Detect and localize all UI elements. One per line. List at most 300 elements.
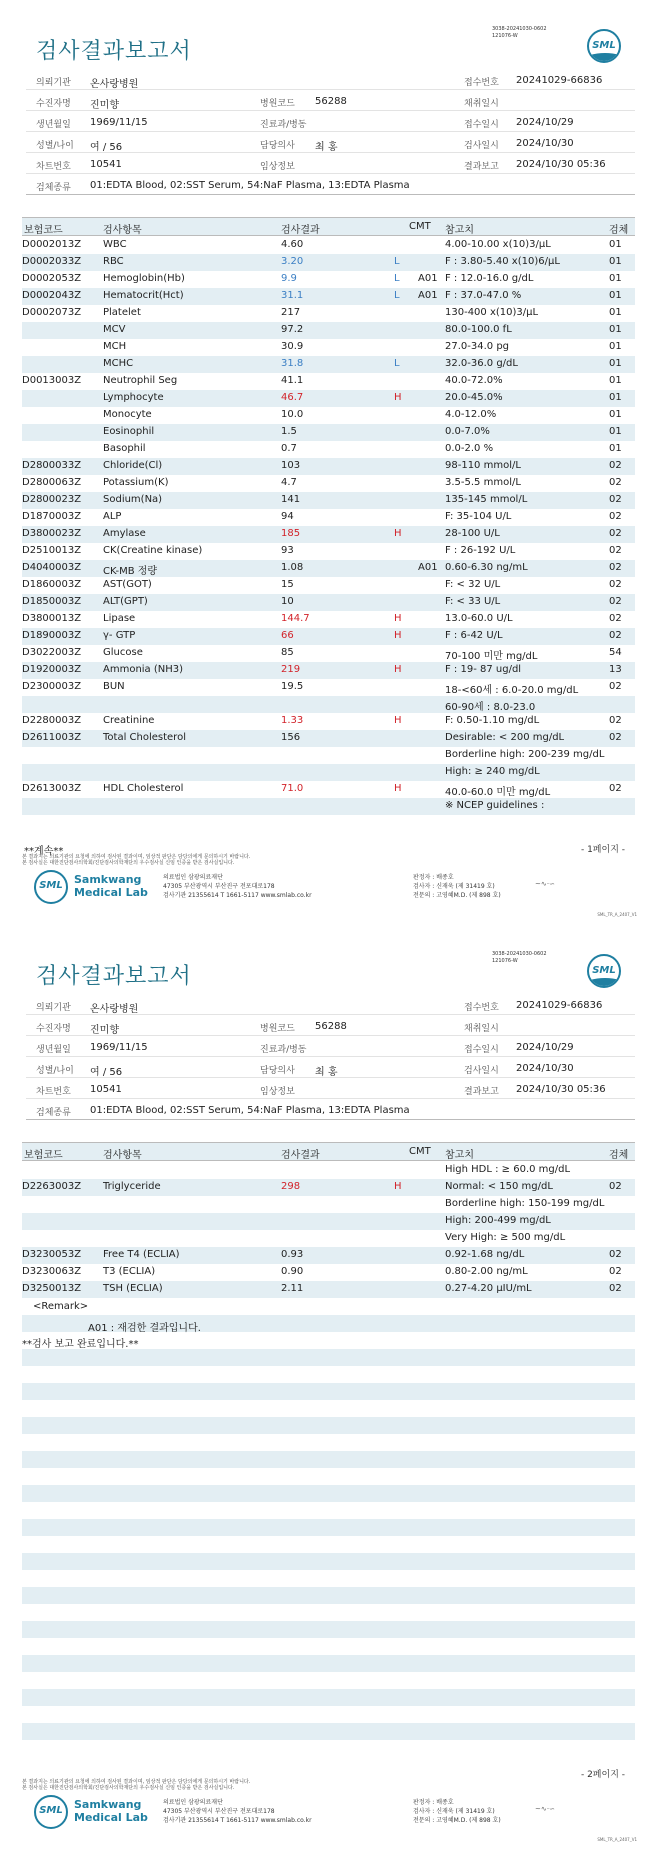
empty-row [22, 1553, 635, 1570]
test-name: Total Cholesterol [103, 732, 186, 743]
empty-row [22, 1587, 635, 1604]
header-row-dob: 생년월일 1969/11/15 진료과/병동 접수일시 2024/10/29 [26, 112, 635, 132]
test-value: 4.7 [281, 477, 297, 488]
empty-row [22, 1723, 635, 1740]
reference-range: 40.0-72.0% [445, 375, 503, 386]
abnormal-flag: H [394, 630, 402, 641]
report-page-2: 3038-20241030-0602 121076-W 검사결과보고서 SML 의뢰기관 온사랑병원 접수번호 20241029-66836 수진자명 진미향 병원코드 56288 채취일시 생년월일 1969/11/15 진료과/병동 접수일시 2024/10/29 성별/나이 여 / 56 담당의사 최 홍 검사일시 2024/10/30 차트번호 10541 임상정보 결과보고 2024/10/30 05:36 검체종류 01:EDTA Blood, 02:SST Serum, 54:NaF Plasma, 13:EDTA Plasma 보험코드 검사항목 검사결과 CMT 참고치 검체 High HDL : ≥ 60.0 mg/dL D2263003Z Triglyceride 298 H Normal: < 150 mg/dL 02 Borderline high: 150-199 mg/dL High: 200-499 mg/dL Very High: ≥ 500 mg/dL D3230053Z Free T4 (ECLIA) 0.93 0.92-1.68 ng/dL 02 D3230063Z T3 (ECLIA) 0.90 0.80-2.00 ng/mL 02 D3250013Z TSH (ECLIA) 2.11 0.27-4.20 μIU/mL 02 <Remark> A01 : 재검한 결과입니다. **검사 보고 완료입니다.** - 2페이지 - 본 결과지는 의료기관의 요청에 의하여 검사된 결과이며, 임상적 판단은 담당의에게 문의하시기 바랍니다. 본 검사실은 대한진단검사의학회/진단검사의학재단의 우수검사실 신임 인증을 받은 검사실입니다. SML Samkwang Medical Lab 의료법인 삼광의료재단 47305 부산광역시 부산진구 전포대로178 검사기관 21355614 T 1661-5117 www.smlab.co.kr 판정자 : 배종호 검사자 : 신재욱 (제 31419 호) 전문의 : 고영혜M.D. (제 898 호) ~∿·∽ SML_TR_A_2407_V1 [22, 951, 637, 1842]
table-row [22, 1196, 635, 1213]
reference-range: F : 26-192 U/L [445, 545, 516, 556]
table-row [22, 424, 635, 441]
sml-logo: SML [587, 954, 621, 988]
test-value: 93 [281, 545, 294, 556]
test-value: 185 [281, 528, 301, 539]
header-row-specimen: 검체종류 01:EDTA Blood, 02:SST Serum, 54:NaF Plasma, 13:EDTA Plasma [26, 1100, 635, 1120]
empty-row [22, 1621, 635, 1638]
abnormal-flag: H [394, 715, 402, 726]
specimen-code: 02 [609, 783, 622, 794]
test-value: 19.5 [281, 681, 304, 692]
table-row [22, 730, 635, 747]
table-row [22, 628, 635, 645]
table-row [22, 781, 635, 798]
test-name: γ- GTP [103, 630, 136, 641]
test-date: 2024/10/30 [516, 1063, 574, 1074]
document-code: 3038-20241030-0602 121076-W [492, 951, 547, 964]
specimen-code: 01 [609, 324, 622, 335]
report-title: 검사결과보고서 [36, 964, 192, 989]
header-row-sex: 성별/나이 여 / 56 담당의사 최 홍 검사일시 2024/10/30 [26, 133, 635, 153]
table-header: 보험코드 검사항목 검사결과 CMT 참고치 검체 [22, 1142, 635, 1161]
table-row [22, 696, 635, 713]
test-code: D1870003Z [22, 511, 82, 522]
hospital-code: 56288 [315, 1021, 347, 1032]
specimen-code: 01 [609, 341, 622, 352]
test-code: D2280003Z [22, 715, 82, 726]
page-number: - 2페이지 - [580, 1770, 625, 1780]
table-row [22, 1179, 635, 1196]
receipt-number: 20241029-66836 [516, 75, 603, 86]
empty-row [22, 1502, 635, 1519]
reference-range: 32.0-36.0 g/dL [445, 358, 518, 369]
abnormal-flag: H [394, 1181, 402, 1192]
table-row [22, 305, 635, 322]
footer-company-info: 의료법인 삼광의료재단 47305 부산광역시 부산진구 전포대로178 검사기관 21355614 T 1661-5117 www.smlab.co.kr [163, 1799, 312, 1824]
reference-range: F : 37.0-47.0 % [445, 290, 522, 301]
specimen-code: 54 [609, 647, 622, 658]
test-name: Glucose [103, 647, 143, 658]
reference-range: F: 35-104 U/L [445, 511, 512, 522]
table-row [22, 509, 635, 526]
specimen-code: 02 [609, 511, 622, 522]
table-row [22, 237, 635, 254]
test-value: 85 [281, 647, 294, 658]
empty-row [22, 1298, 635, 1315]
chart-number: 10541 [90, 1084, 122, 1095]
test-code: D0002073Z [22, 307, 82, 318]
reference-range: 60-90세 : 8.0-23.0 [445, 702, 536, 713]
comment-code: A01 [418, 562, 438, 573]
reference-range: 70-100 미만 mg/dL [445, 651, 538, 662]
receipt-number: 20241029-66836 [516, 1000, 603, 1011]
header-row-patient: 수진자명 진미향 병원코드 56288 채취일시 [26, 1016, 635, 1036]
empty-row [22, 1417, 635, 1434]
reference-range: 0.0-2.0 % [445, 443, 494, 454]
reference-range: F: < 33 U/L [445, 596, 501, 607]
test-name: Ammonia (NH3) [103, 664, 184, 675]
table-row [22, 798, 635, 815]
specimen-code: 02 [609, 613, 622, 624]
abnormal-flag: H [394, 528, 402, 539]
reference-range: Desirable: < 200 mg/dL [445, 732, 565, 743]
test-name: Potassium(K) [103, 477, 169, 488]
specimen-code: 01 [609, 290, 622, 301]
table-row [22, 322, 635, 339]
test-code: D3250013Z [22, 1283, 82, 1294]
test-value: 4.60 [281, 239, 304, 250]
test-name: MCV [103, 324, 126, 335]
reference-range: High HDL : ≥ 60.0 mg/dL [445, 1164, 571, 1175]
test-name: Triglyceride [103, 1181, 161, 1192]
specimen-code: 02 [609, 1249, 622, 1260]
test-name: Neutrophil Seg [103, 375, 178, 386]
reference-range: F : 6-42 U/L [445, 630, 503, 641]
test-name: HDL Cholesterol [103, 783, 184, 794]
abnormal-flag: L [394, 358, 400, 369]
remark-label: <Remark> [33, 1301, 89, 1312]
patient-name: 진미향 [90, 100, 119, 111]
test-code: D2613003Z [22, 783, 82, 794]
empty-row [22, 1468, 635, 1485]
table-header: 보험코드 검사항목 검사결과 CMT 참고치 검체 [22, 217, 635, 236]
table-row [22, 356, 635, 373]
specimen-code: 02 [609, 460, 622, 471]
reference-range: 27.0-34.0 pg [445, 341, 510, 352]
reference-range: 13.0-60.0 U/L [445, 613, 513, 624]
receipt-date: 2024/10/29 [516, 1042, 574, 1053]
test-value: 1.33 [281, 715, 304, 726]
comment-code: A01 [418, 290, 438, 301]
empty-row [22, 1400, 635, 1417]
institution-value: 온사랑병원 [90, 1004, 139, 1015]
specimen-code: 01 [609, 358, 622, 369]
test-name: MCHC [103, 358, 134, 369]
abnormal-flag: H [394, 783, 402, 794]
table-row [22, 271, 635, 288]
specimen-code: 01 [609, 426, 622, 437]
test-name: Hemoglobin(Hb) [103, 273, 185, 284]
sex-age: 여 / 56 [90, 1067, 123, 1078]
test-name: Eosinophil [103, 426, 155, 437]
reference-range: 28-100 U/L [445, 528, 500, 539]
chart-number: 10541 [90, 159, 122, 170]
table-row [22, 373, 635, 390]
table-row [22, 254, 635, 271]
test-value: 10.0 [281, 409, 304, 420]
test-code: D0013003Z [22, 375, 82, 386]
form-code: SML_TR_A_2407_V1 [597, 912, 637, 917]
test-name: BUN [103, 681, 125, 692]
test-value: 10 [281, 596, 294, 607]
test-code: D2510013Z [22, 545, 82, 556]
test-value: 219 [281, 664, 301, 675]
reference-range: ※ NCEP guidelines : [445, 800, 545, 811]
table-row [22, 560, 635, 577]
test-value: 31.8 [281, 358, 304, 369]
reference-range: High: ≥ 240 mg/dL [445, 766, 540, 777]
test-value: 0.90 [281, 1266, 304, 1277]
table-row [22, 1213, 635, 1230]
test-name: RBC [103, 256, 124, 267]
test-name: Sodium(Na) [103, 494, 163, 505]
signature-mark: ~∿·∽ [535, 880, 555, 888]
specimen-code: 13 [609, 664, 622, 675]
test-code: D2800063Z [22, 477, 82, 488]
test-code: D3022003Z [22, 647, 82, 658]
test-value: 2.11 [281, 1283, 304, 1294]
test-name: Lymphocyte [103, 392, 164, 403]
test-value: 103 [281, 460, 301, 471]
specimen-code: 02 [609, 579, 622, 590]
test-code: D2611003Z [22, 732, 82, 743]
header-row-institution: 의뢰기관 온사랑병원 접수번호 20241029-66836 [26, 995, 635, 1015]
specimen-code: 01 [609, 256, 622, 267]
test-value: 94 [281, 511, 294, 522]
table-row [22, 1281, 635, 1298]
test-name: ALP [103, 511, 122, 522]
test-value: 15 [281, 579, 294, 590]
test-name: Lipase [103, 613, 136, 624]
reference-range: Borderline high: 150-199 mg/dL [445, 1198, 605, 1209]
reference-range: 0.92-1.68 ng/dL [445, 1249, 525, 1260]
test-code: D1890003Z [22, 630, 82, 641]
empty-row [22, 1349, 635, 1366]
test-value: 66 [281, 630, 294, 641]
reference-range: 0.0-7.0% [445, 426, 490, 437]
test-value: 298 [281, 1181, 301, 1192]
reference-range: 130-400 x(10)3/μL [445, 307, 539, 318]
test-name: AST(GOT) [103, 579, 152, 590]
test-code: D3230053Z [22, 1249, 82, 1260]
specimen-types: 01:EDTA Blood, 02:SST Serum, 54:NaF Plasma, 13:EDTA Plasma [90, 1105, 410, 1116]
table-row [22, 764, 635, 781]
test-code: D1860003Z [22, 579, 82, 590]
page-number: - 1페이지 - [580, 845, 625, 855]
test-value: 141 [281, 494, 301, 505]
table-row [22, 458, 635, 475]
doctor-name: 최 홍 [315, 1067, 338, 1078]
test-code: D0002033Z [22, 256, 82, 267]
reference-range: 3.5-5.5 mmol/L [445, 477, 521, 488]
abnormal-flag: H [394, 613, 402, 624]
continue-marker: **계속** [24, 846, 64, 857]
remark-text: A01 : 재검한 결과입니다. [88, 1323, 201, 1334]
test-code: D2263003Z [22, 1181, 82, 1192]
reference-range: F : 3.80-5.40 x(10)6/μL [445, 256, 560, 267]
test-name: Platelet [103, 307, 141, 318]
header-row-chart: 차트번호 10541 임상정보 결과보고 2024/10/30 05:36 [26, 154, 635, 174]
test-value: 144.7 [281, 613, 310, 624]
test-name: T3 (ECLIA) [103, 1266, 156, 1277]
footer-company-info: 의료법인 삼광의료재단 47305 부산광역시 부산진구 전포대로178 검사기관 21355614 T 1661-5117 www.smlab.co.kr [163, 874, 312, 899]
test-value: 0.93 [281, 1249, 304, 1260]
table-row [22, 492, 635, 509]
test-value: 217 [281, 307, 301, 318]
test-value: 31.1 [281, 290, 304, 301]
reference-range: Borderline high: 200-239 mg/dL [445, 749, 605, 760]
reference-range: 0.60-6.30 ng/mL [445, 562, 528, 573]
specimen-code: 02 [609, 732, 622, 743]
table-row [22, 543, 635, 560]
empty-row [22, 1434, 635, 1451]
test-code: D0002013Z [22, 239, 82, 250]
test-code: D1850003Z [22, 596, 82, 607]
abnormal-flag: L [394, 290, 400, 301]
specimen-code: 01 [609, 307, 622, 318]
sml-logo: SML [587, 29, 621, 63]
empty-row [22, 1536, 635, 1553]
report-title: 검사결과보고서 [36, 39, 192, 64]
reference-range: Very High: ≥ 500 mg/dL [445, 1232, 566, 1243]
table-row [22, 662, 635, 679]
report-complete: **검사 보고 완료입니다.** [22, 1339, 139, 1350]
test-value: 1.08 [281, 562, 304, 573]
table-row [22, 390, 635, 407]
specimen-code: 02 [609, 1283, 622, 1294]
table-row [22, 288, 635, 305]
empty-row [22, 1485, 635, 1502]
table-row [22, 679, 635, 696]
report-date: 2024/10/30 05:36 [516, 1084, 606, 1095]
empty-row [22, 1655, 635, 1672]
test-name: CK-MB 정량 [103, 566, 158, 577]
test-name: MCH [103, 341, 127, 352]
test-value: 156 [281, 732, 301, 743]
specimen-code: 01 [609, 443, 622, 454]
reference-range: 20.0-45.0% [445, 392, 503, 403]
comment-code: A01 [418, 273, 438, 284]
reference-range: 98-110 mmol/L [445, 460, 521, 471]
table-row [22, 475, 635, 492]
footer-signatures: 판정자 : 배종호 검사자 : 신재욱 (제 31419 호) 전문의 : 고영혜M.D. (제 898 호) [413, 1799, 501, 1824]
specimen-code: 02 [609, 596, 622, 607]
test-name: Chloride(Cl) [103, 460, 163, 471]
test-value: 30.9 [281, 341, 304, 352]
abnormal-flag: L [394, 256, 400, 267]
reference-range: 4.0-12.0% [445, 409, 497, 420]
sex-age: 여 / 56 [90, 142, 123, 153]
table-row [22, 407, 635, 424]
test-code: D3230063Z [22, 1266, 82, 1277]
empty-row [22, 1689, 635, 1706]
abnormal-flag: L [394, 273, 400, 284]
table-row [22, 1264, 635, 1281]
test-name: Amylase [103, 528, 146, 539]
test-value: 0.7 [281, 443, 297, 454]
table-row [22, 577, 635, 594]
header-row-sex: 성별/나이 여 / 56 담당의사 최 홍 검사일시 2024/10/30 [26, 1058, 635, 1078]
empty-row [22, 1451, 635, 1468]
table-row [22, 339, 635, 356]
specimen-code: 02 [609, 681, 622, 692]
hospital-code: 56288 [315, 96, 347, 107]
test-value: 97.2 [281, 324, 304, 335]
specimen-code: 01 [609, 273, 622, 284]
specimen-code: 02 [609, 715, 622, 726]
test-code: D3800013Z [22, 613, 82, 624]
test-name: TSH (ECLIA) [103, 1283, 163, 1294]
specimen-code: 01 [609, 392, 622, 403]
reference-range: Normal: < 150 mg/dL [445, 1181, 553, 1192]
test-code: D3800023Z [22, 528, 82, 539]
reference-range: 4.00-10.00 x(10)3/μL [445, 239, 551, 250]
test-name: CK(Creatine kinase) [103, 545, 203, 556]
abnormal-flag: H [394, 664, 402, 675]
specimen-code: 02 [609, 1266, 622, 1277]
table-row [22, 526, 635, 543]
empty-row [22, 1383, 635, 1400]
date-of-birth: 1969/11/15 [90, 117, 148, 128]
test-code: D0002043Z [22, 290, 82, 301]
header-row-dob: 생년월일 1969/11/15 진료과/병동 접수일시 2024/10/29 [26, 1037, 635, 1057]
form-code: SML_TR_A_2407_V1 [597, 1837, 637, 1842]
test-value: 9.9 [281, 273, 297, 284]
table-row [22, 713, 635, 730]
reference-range: 0.80-2.00 ng/mL [445, 1266, 528, 1277]
empty-row [22, 1366, 635, 1383]
test-date: 2024/10/30 [516, 138, 574, 149]
specimen-code: 01 [609, 409, 622, 420]
footer-signatures: 판정자 : 배종호 검사자 : 신재욱 (제 31419 호) 전문의 : 고영혜M.D. (제 898 호) [413, 874, 501, 899]
test-value: 71.0 [281, 783, 304, 794]
test-code: D2800033Z [22, 460, 82, 471]
specimen-code: 02 [609, 562, 622, 573]
specimen-code: 02 [609, 494, 622, 505]
test-name: WBC [103, 239, 127, 250]
test-value: 3.20 [281, 256, 304, 267]
empty-row [22, 1706, 635, 1723]
reference-range: 40.0-60.0 미만 mg/dL [445, 787, 551, 798]
empty-row [22, 1604, 635, 1621]
document-code: 3038-20241030-0602 121076-W [492, 26, 547, 39]
header-row-patient: 수진자명 진미향 병원코드 56288 채취일시 [26, 91, 635, 111]
specimen-code: 02 [609, 1181, 622, 1192]
specimen-types: 01:EDTA Blood, 02:SST Serum, 54:NaF Plasma, 13:EDTA Plasma [90, 180, 410, 191]
reference-range: 80.0-100.0 fL [445, 324, 512, 335]
patient-name: 진미향 [90, 1025, 119, 1036]
test-name: Free T4 (ECLIA) [103, 1249, 180, 1260]
test-code: D4040003Z [22, 562, 82, 573]
test-value: 41.1 [281, 375, 304, 386]
reference-range: F : 12.0-16.0 g/dL [445, 273, 534, 284]
empty-row [22, 1519, 635, 1536]
empty-row [22, 1672, 635, 1689]
reference-range: 135-145 mmol/L [445, 494, 528, 505]
specimen-code: 01 [609, 239, 622, 250]
header-row-chart: 차트번호 10541 임상정보 결과보고 2024/10/30 05:36 [26, 1079, 635, 1099]
date-of-birth: 1969/11/15 [90, 1042, 148, 1053]
reference-range: F : 19- 87 ug/dl [445, 664, 522, 675]
test-name: Monocyte [103, 409, 152, 420]
test-name: ALT(GPT) [103, 596, 148, 607]
abnormal-flag: H [394, 392, 402, 403]
table-row [22, 1247, 635, 1264]
test-code: D1920003Z [22, 664, 82, 675]
report-page-1: 3038-20241030-0602 121076-W 검사결과보고서 SML 의뢰기관 온사랑병원 접수번호 20241029-66836 수진자명 진미향 병원코드 56288 채취일시 생년월일 1969/11/15 진료과/병동 접수일시 2024/10/29 성별/나이 여 / 56 담당의사 최 홍 검사일시 2024/10/30 차트번호 10541 임상정보 결과보고 2024/10/30 05:36 검체종류 01:EDTA Blood, 02:SST Serum, 54:NaF Plasma, 13:EDTA Plasma 보험코드 검사항목 검사결과 CMT 참고치 검체 D0002013Z WBC 4.60 4.00-10.00 x(10)3/μL 01 D0002033Z RBC 3.20 L F : 3.80-5.40 x(10)6/μL 01 D0002053Z Hemoglobin(Hb) 9.9 L A01 F : 12.0-16.0 g/dL 01 D0002043Z Hematocrit(Hct) 31.1 L A01 F : 37.0-47.0 % 01 D0002073Z Platelet 217 130-400 x(10)3/μL 01 MCV 97.2 80.0-100.0 fL 01 MCH 30.9 27.0-34.0 pg 01 MCHC 31.8 L 32.0-36.0 g/dL 01 D0013003Z Neutrophil Seg 41.1 40.0-72.0% 01 Lymphocyte 46.7 H 20.0-45.0% 01 Monocyte 10.0 4.0-12.0% 01 Eosinophil 1.5 0.0-7.0% 01 Basophil 0.7 0.0-2.0 % 01 D2800033Z Chloride(Cl) 103 98-110 mmol/L 02 D2800063Z Potassium(K) 4.7 3.5-5.5 mmol/L 02 D2800023Z Sodium(Na) 141 135-145 mmol/L 02 D1870003Z ALP 94 F: 35-104 U/L 02 D3800023Z Amylase 185 H 28-100 U/L 02 D2510013Z CK(Creatine kinase) 93 F : 26-192 U/L 02 D4040003Z CK-MB 정량 1.08 A01 0.60-6.30 ng/mL 02 D1860003Z AST(GOT) 15 F: < 32 U/L 02 D1850003Z ALT(GPT) 10 F: < 33 U/L 02 D3800013Z Lipase 144.7 H 13.0-60.0 U/L 02 D1890003Z γ- GTP 66 H F : 6-42 U/L 02 D3022003Z Glucose 85 70-100 미만 mg/dL 54 D1920003Z Ammonia (NH3) 219 H F : 19- 87 ug/dl 13 D2300003Z BUN 19.5 18-<60세 : 6.0-20.0 mg/dL 02 60-90세 : 8.0-23.0 D2280003Z Creatinine 1.33 H F: 0.50-1.10 mg/dL 02 D2611003Z Total Cholesterol 156 Desirable: < 200 mg/dL 02 Borderline high: 200-239 mg/dL High: ≥ 240 mg/dL D2613003Z HDL Cholesterol 71.0 H 40.0-60.0 미만 mg/dL 02 ※ NCEP guidelines : **계속** - 1페이지 - 본 결과지는 의료기관의 요청에 의하여 검사된 결과이며, 임상적 판단은 담당의에게 문의하시기 바랍니다. 본 검사실은 대한진단검사의학회/진단검사의학재단의 우수검사실 신임 인증을 받은 검사실입니다. SML Samkwang Medical Lab 의료법인 삼광의료재단 47305 부산광역시 부산진구 전포대로178 검사기관 21355614 T 1661-5117 www.smlab.co.kr 판정자 : 배종호 검사자 : 신재욱 (제 31419 호) 전문의 : 고영혜M.D. (제 898 호) ~∿·∽ SML_TR_A_2407_V1 [22, 26, 637, 917]
test-value: 46.7 [281, 392, 304, 403]
reference-range: 0.27-4.20 μIU/mL [445, 1283, 532, 1294]
test-value: 1.5 [281, 426, 297, 437]
doctor-name: 최 홍 [315, 142, 338, 153]
reference-range: 18-<60세 : 6.0-20.0 mg/dL [445, 685, 579, 696]
table-row [22, 1162, 635, 1179]
test-name: Hematocrit(Hct) [103, 290, 184, 301]
receipt-date: 2024/10/29 [516, 117, 574, 128]
empty-row [22, 1570, 635, 1587]
reference-range: High: 200-499 mg/dL [445, 1215, 551, 1226]
table-row [22, 1230, 635, 1247]
header-row-institution: 의뢰기관 온사랑병원 접수번호 20241029-66836 [26, 70, 635, 90]
table-row [22, 747, 635, 764]
test-code: D2300003Z [22, 681, 82, 692]
header-row-specimen: 검체종류 01:EDTA Blood, 02:SST Serum, 54:NaF Plasma, 13:EDTA Plasma [26, 175, 635, 195]
report-date: 2024/10/30 05:36 [516, 159, 606, 170]
empty-row [22, 1638, 635, 1655]
test-name: Creatinine [103, 715, 155, 726]
footer-notes: 본 결과지는 의료기관의 요청에 의하여 검사된 결과이며, 임상적 판단은 담당의에게 문의하시기 바랍니다. 본 검사실은 대한진단검사의학회/진단검사의학재단의 우수검사실 신임 인증을 받은 검사실입니다. [22, 854, 251, 866]
specimen-code: 01 [609, 375, 622, 386]
table-row [22, 645, 635, 662]
reference-range: F: 0.50-1.10 mg/dL [445, 715, 540, 726]
